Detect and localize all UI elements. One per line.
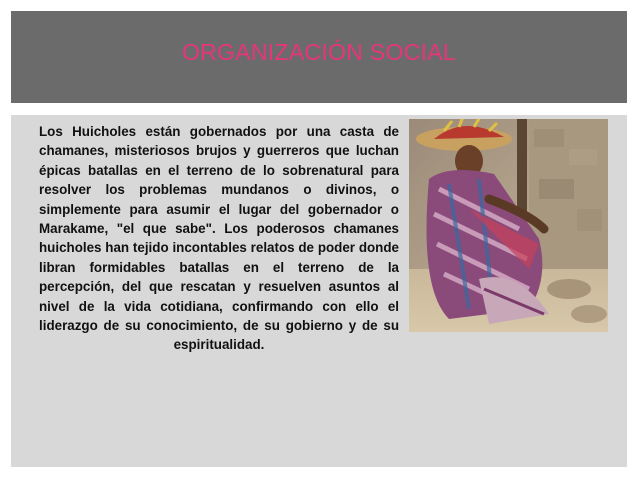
photo-illustration [409,119,608,332]
slide-title: ORGANIZACIÓN SOCIAL [181,39,457,65]
slide-body-text: Los Huicholes están gobernados por una casta de chamanes, misteriosos brujos y guerreros que luchan épicas batallas en el terreno de lo sobrenatural para resolver los problemas mundanos o divinos, o simplemente para asumir el lugar del gobernador o Marakame, "el que sabe". Los poderosos chamanes huicholes han tejido incontables relatos de poder donde libran formidables batallas en el terreno de la percepción, del que rescatan y resuelven asuntos al nivel de la vida cotidiana, confirmando con ello el liderazgo de su conocimiento, de su gobierno y de su espiritualidad. [39,124,399,353]
seated-woman-photo [409,119,608,332]
title-bar [11,11,627,103]
